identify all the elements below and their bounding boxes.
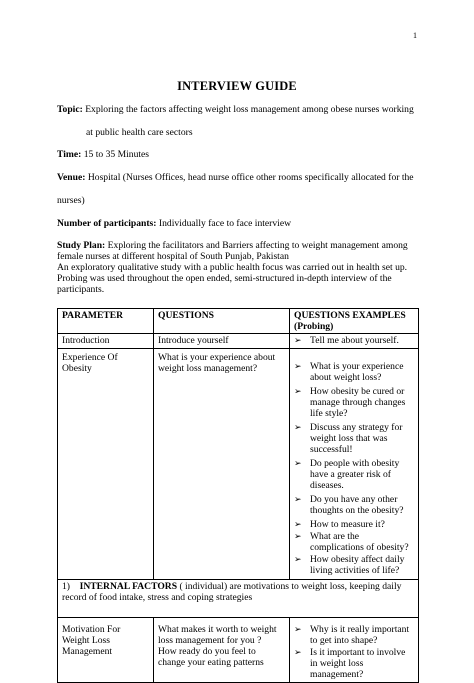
venue-text-2: nurses) (57, 195, 85, 206)
section-heading: INTERNAL FACTORS (79, 581, 178, 592)
probe-item: ➢ How obesity be cured or manage through changes life style? (294, 386, 406, 419)
probe-item: ➢ Do people with obesity have a greater risk of diseases. (294, 458, 400, 491)
study-plan-text-2: female nurses at different hospital of South Punjab, Pakistan (57, 251, 289, 262)
time-line (57, 149, 149, 160)
arrow-bullet-icon: ➢ (294, 361, 302, 371)
section-text: ( individual) are motivations to weight loss, keeping daily record of food intake, stress and coping strategies (62, 581, 402, 603)
arrow-bullet-icon: ➢ (294, 335, 302, 345)
table-row-introduction (58, 334, 419, 349)
participants-label: Number of participants: (57, 218, 157, 229)
arrow-bullet-icon: ➢ (294, 458, 302, 468)
study-plan-text-5: participants. (57, 284, 105, 295)
table-section-row (58, 580, 419, 618)
parameter-cell: Motivation For Weight Loss Management (58, 618, 154, 683)
participants-value: Individually face to face interview (158, 218, 292, 229)
probe-cell (290, 334, 419, 349)
probe-item: ➢ Discuss any strategy for weight loss that was successful! (294, 422, 403, 455)
question-cell: Introduce yourself (154, 334, 290, 349)
probe-cell (290, 618, 419, 683)
study-plan-text-3: An exploratory qualitative study with a public health focus was carried out in health set up. (57, 262, 408, 273)
question-text-2: How ready do you feel to change your eating patterns (158, 646, 264, 668)
probe-item: ➢ What is your experience about weight loss? (294, 361, 404, 383)
probe-item: ➢ Why is it really important to get into shape? (294, 624, 410, 646)
parameter-cell: Introduction (58, 334, 154, 349)
probe-item: ➢ Tell me about yourself. (294, 335, 399, 346)
interview-table (57, 308, 419, 683)
venue-label: Venue: (57, 172, 86, 183)
study-plan-text-1: Exploring the facilitators and Barriers affecting to weight management among (107, 240, 408, 251)
study-plan-text-4: Probing was used throughout the open ended, semi-structured in-depth interview of the (57, 273, 392, 284)
participants-line (57, 218, 291, 229)
time-label: Time: (57, 149, 82, 160)
topic-line (57, 104, 414, 115)
header-probing: QUESTIONS EXAMPLES (Probing) (290, 309, 419, 334)
internal-factors-cell (58, 580, 419, 618)
arrow-bullet-icon: ➢ (294, 386, 302, 396)
study-plan-label: Study Plan: (57, 240, 106, 251)
question-cell (154, 618, 290, 683)
probe-item: ➢ How to measure it? (294, 519, 385, 530)
question-text-1: What makes it worth to weight loss management for you ? (158, 624, 277, 646)
arrow-bullet-icon: ➢ (294, 647, 302, 657)
arrow-bullet-icon: ➢ (294, 422, 302, 432)
probe-item: ➢ What are the complications of obesity? (294, 531, 409, 553)
arrow-bullet-icon: ➢ (294, 624, 302, 634)
study-plan-line (57, 240, 408, 251)
table-header-row (58, 309, 419, 334)
venue-text-1: Hospital (Nurses Offices, head nurse office other rooms specifically allocated for the (87, 172, 414, 183)
header-parameter: PARAMETER (58, 309, 154, 334)
section-number: 1) (62, 581, 70, 592)
time-value: 15 to 35 Minutes (83, 149, 150, 160)
table-row-experience (58, 349, 419, 580)
topic-text-2: at public health care sectors (86, 127, 193, 138)
probe-item: ➢ Is it important to involve in weight loss management? (294, 647, 406, 680)
question-cell: What is your experience about weight loss management? (154, 349, 290, 580)
topic-label: Topic: (57, 104, 83, 115)
probe-item: ➢ Do you have any other thoughts on the obesity? (294, 494, 404, 516)
probe-cell (290, 349, 419, 580)
header-questions: QUESTIONS (154, 309, 290, 334)
topic-text-1: Exploring the factors affecting weight loss management among obese nurses working (85, 104, 414, 115)
table-row-motivation (58, 618, 419, 683)
page-number: 1 (413, 31, 417, 40)
arrow-bullet-icon: ➢ (294, 494, 302, 504)
arrow-bullet-icon: ➢ (294, 519, 302, 529)
document-title: INTERVIEW GUIDE (177, 79, 297, 93)
probe-item: ➢ How obesity affect daily living activities of life? (294, 554, 405, 576)
arrow-bullet-icon: ➢ (294, 531, 302, 541)
parameter-cell: Experience Of Obesity (58, 349, 154, 580)
venue-line (57, 172, 414, 183)
arrow-bullet-icon: ➢ (294, 554, 302, 564)
